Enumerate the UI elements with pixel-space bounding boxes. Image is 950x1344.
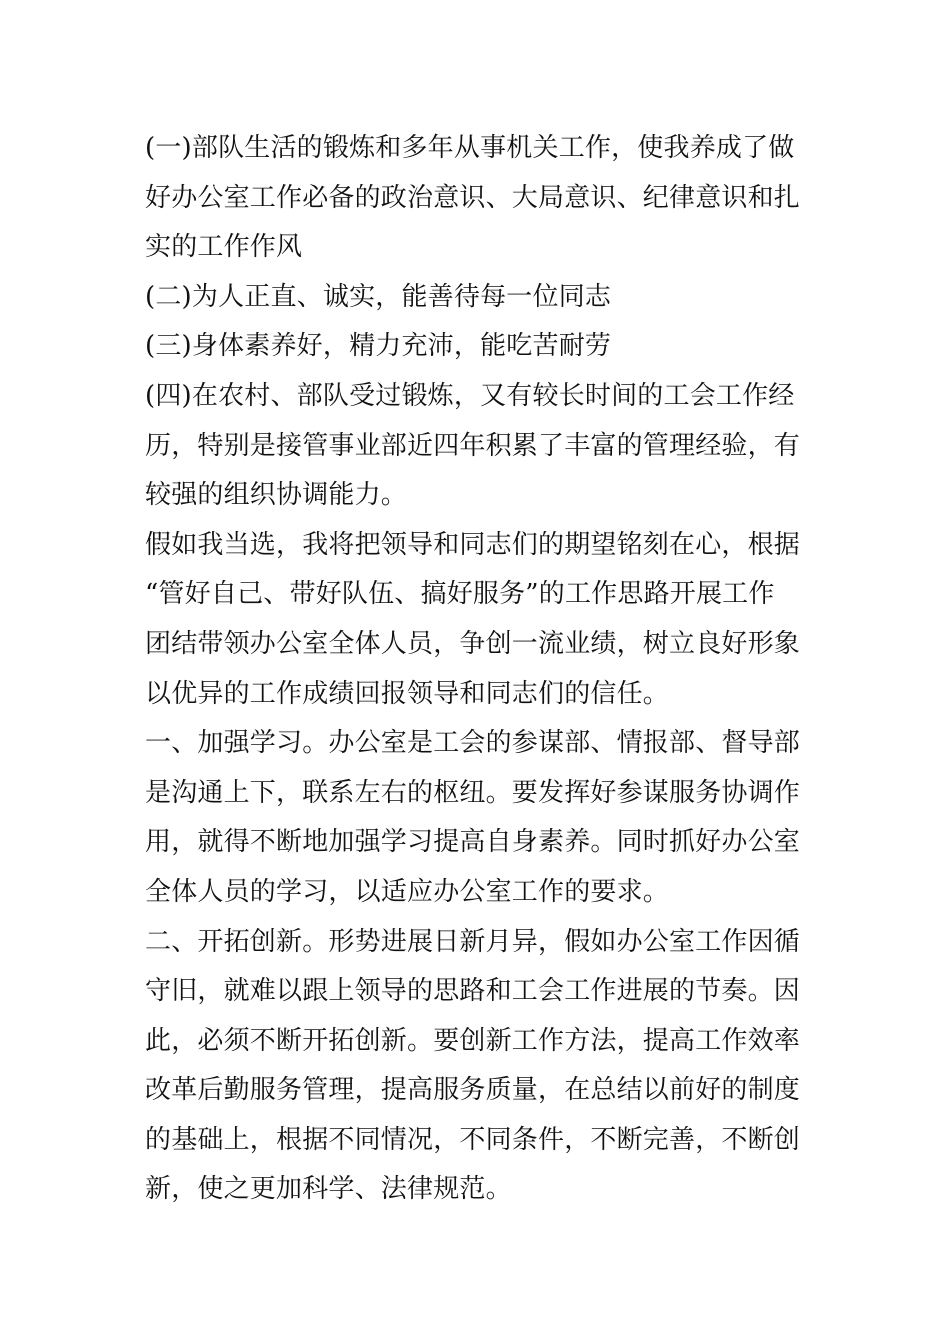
text-line: 好办公室工作必备的政治意识、大局意识、纪律意识和扎: [145, 182, 801, 213]
text-line: 全体人员的学习，以适应办公室工作的要求。: [145, 876, 670, 907]
text-line: 二、开拓创新。形势进展日新月异，假如办公室工作因循: [145, 926, 801, 957]
document-page: [145, 124, 815, 1215]
text-line: 一、加强学习。办公室是工会的参谋部、情报部、督导部: [145, 728, 801, 759]
text-line: 改革后勤服务管理，提高服务质量，在总结以前好的制度: [145, 1075, 801, 1106]
text-line: 是沟通上下，联系左右的枢纽。要发挥好参谋服务协调作: [145, 777, 801, 808]
text-line: 以优异的工作成绩回报领导和同志们的信任。: [145, 678, 670, 709]
text-line: 团结带领办公室全体人员，争创一流业绩，树立良好形象: [145, 628, 801, 659]
paragraph-qualification-4: [145, 372, 815, 521]
text-line: 较强的组织协调能力。: [145, 480, 408, 511]
paragraph-strengthen-study: [145, 719, 815, 917]
text-line: 历，特别是接管事业部近四年积累了丰富的管理经验，有: [145, 430, 801, 461]
paragraph-commitment: [145, 521, 815, 719]
text-line: 的基础上，根据不同情况，不同条件，不断完善，不断创: [145, 1124, 801, 1155]
text-line: 实的工作作风: [145, 232, 303, 263]
paragraph-qualification-3: [145, 322, 815, 372]
text-line: 此，必须不断开拓创新。要创新工作方法，提高工作效率: [145, 1025, 801, 1056]
text-line: 假如我当选，我将把领导和同志们的期望铭刻在心，根据: [145, 529, 801, 560]
paragraph-innovation: [145, 918, 815, 1216]
paragraph-qualification-1: [145, 124, 815, 273]
text-line: 用，就得不断地加强学习提高自身素养。同时抓好办公室: [145, 827, 801, 858]
text-line: “管好自己、带好队伍、搞好服务”的工作思路开展工作: [145, 579, 775, 610]
text-line: (一)部队生活的锻炼和多年从事机关工作，使我养成了做: [145, 133, 795, 163]
paragraph-qualification-2: [145, 273, 815, 323]
text-line: (二)为人正直、诚实，能善待每一位同志: [145, 281, 612, 312]
text-line: 守旧，就难以跟上领导的思路和工会工作进展的节奏。因: [145, 976, 801, 1007]
text-line: 新，使之更加科学、法律规范。: [145, 1174, 512, 1205]
text-line: (四)在农村、部队受过锻炼，又有较长时间的工会工作经: [145, 380, 795, 411]
text-line: (三)身体素养好，精力充沛，能吃苦耐劳: [145, 331, 612, 362]
